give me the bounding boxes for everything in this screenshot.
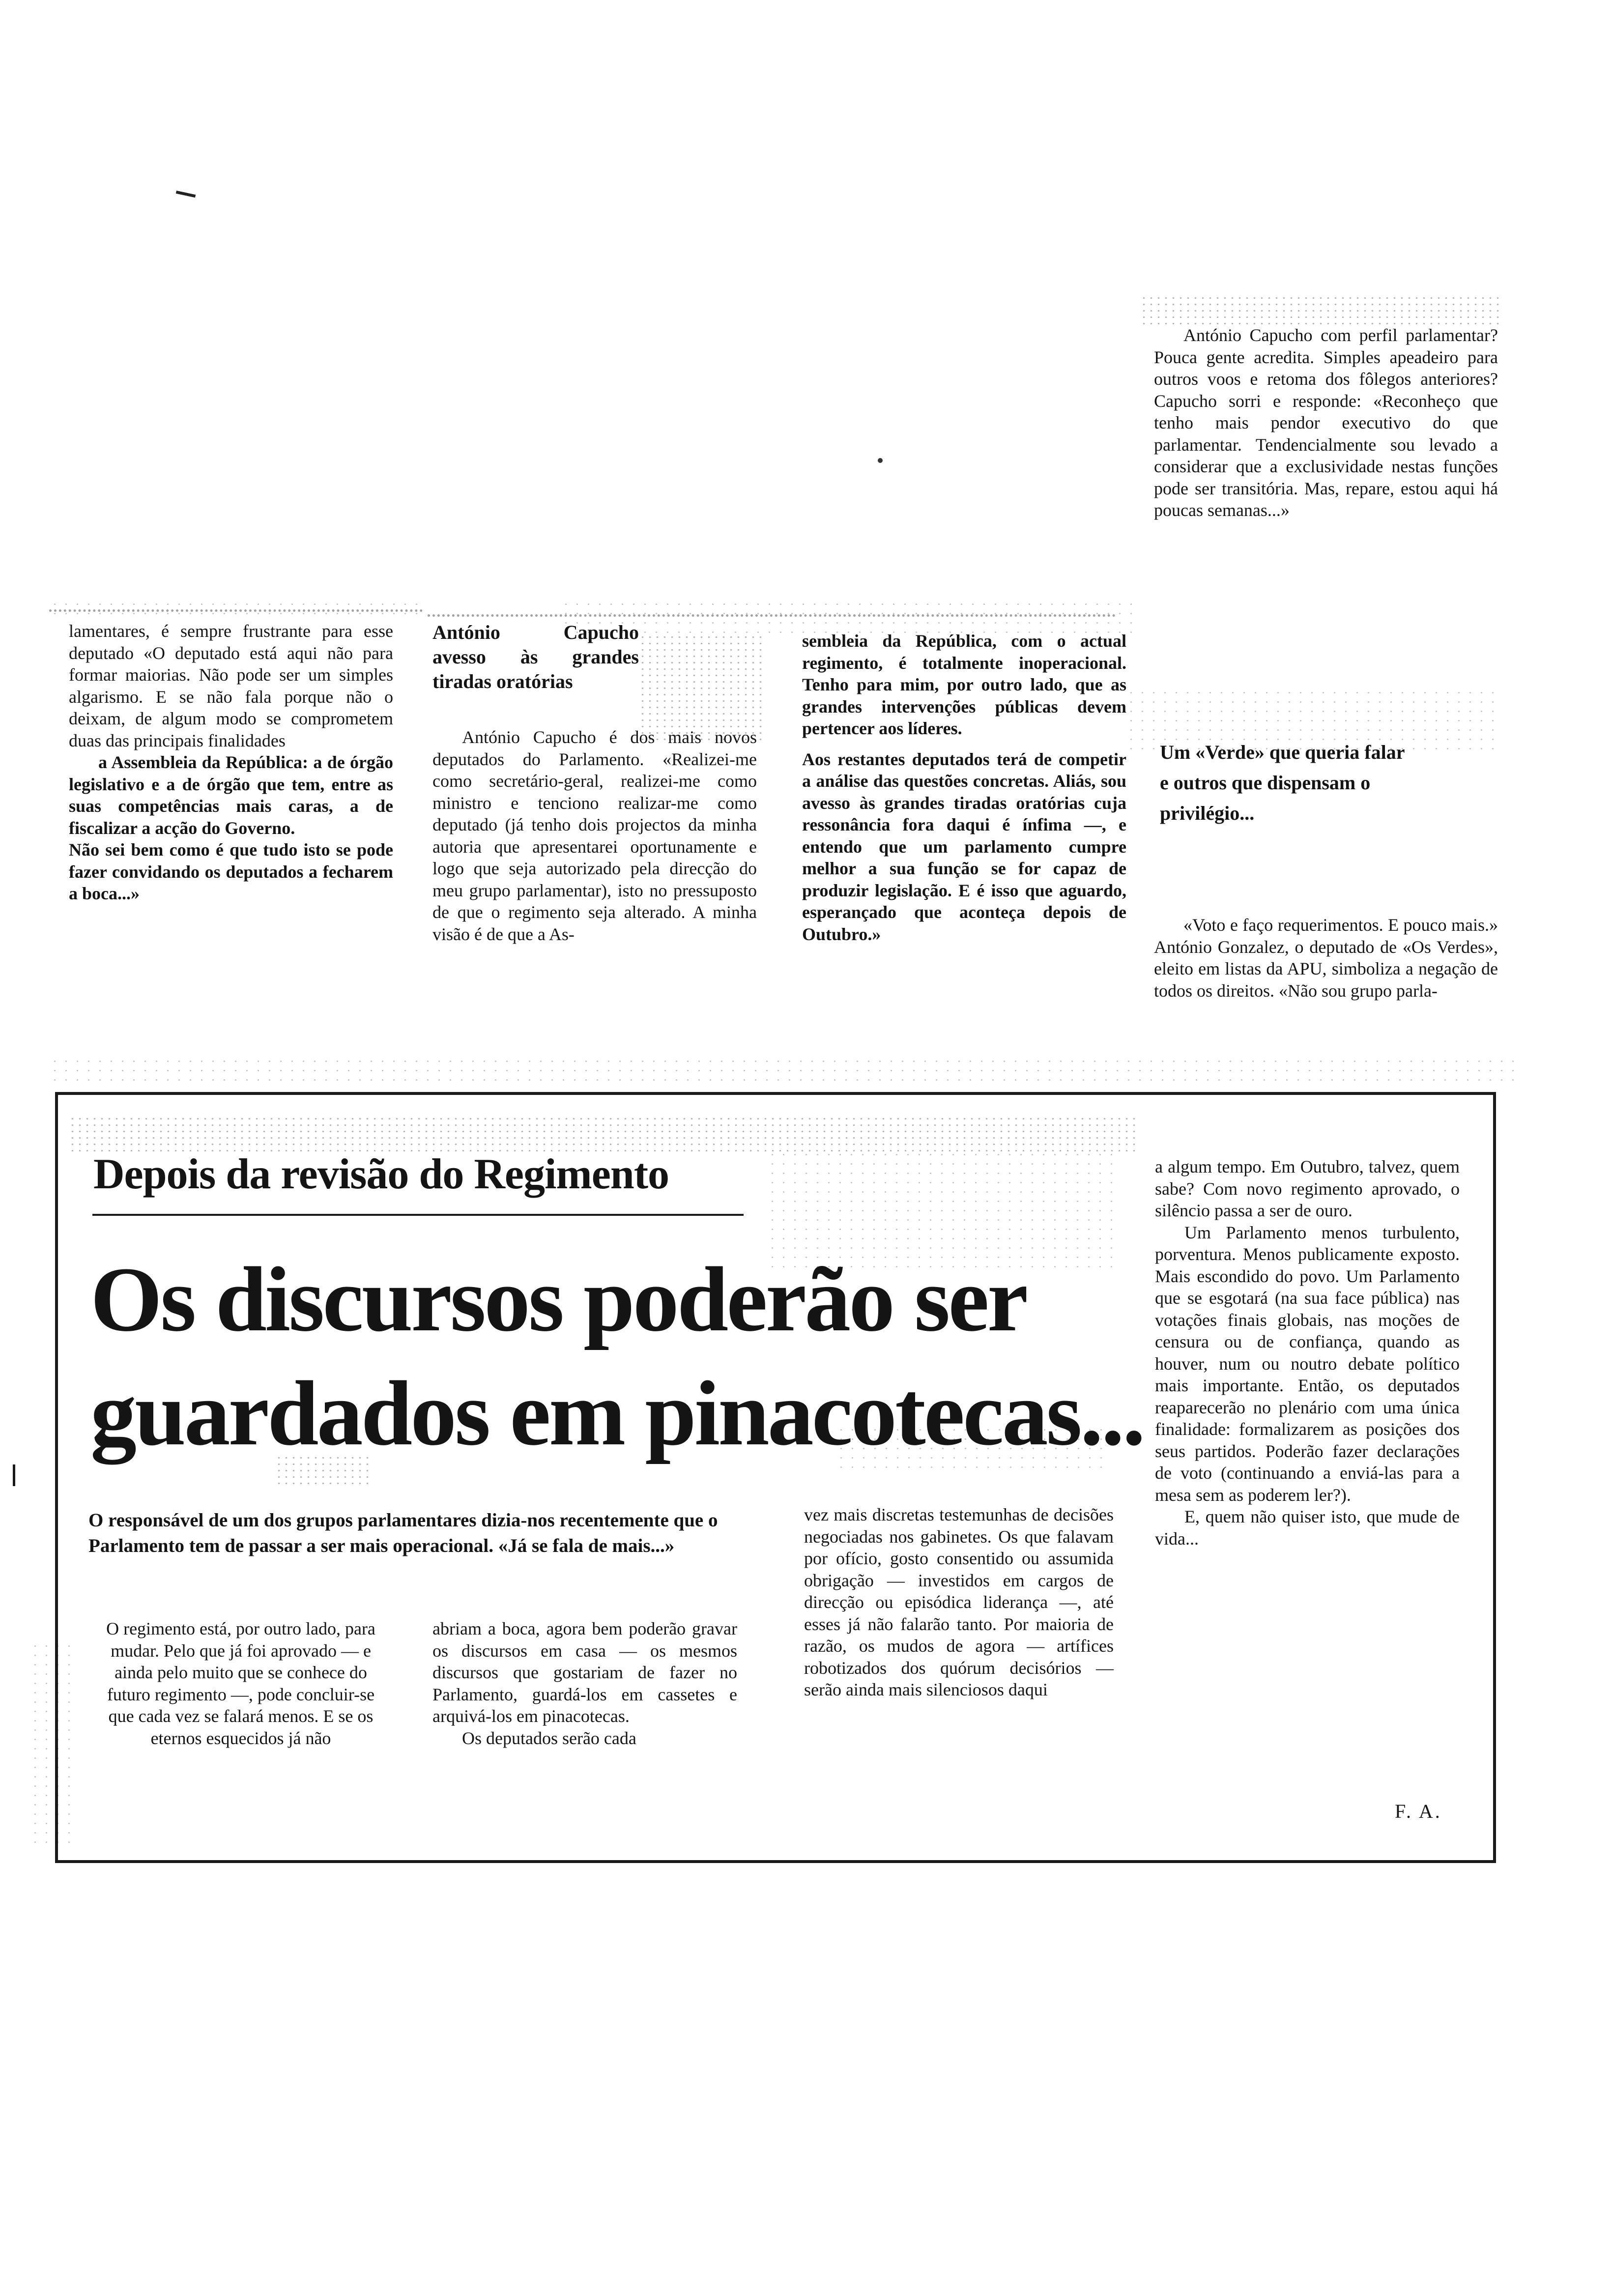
upper-col2-paragraph: António Capucho é dos mais novos deputados do Parlamento. «Realizei-me como secretário-geral, realizei-me como ministro e tenciono realizar-me como deputado (já tenho dois projectos da minha autoria que apresentarei oportunamente e logo que seja autorizado pela direcção do meu grupo parlamentar), isto no pressuposto de que o regimento seja alterado. A minha visão é de que a As- <box>432 727 757 944</box>
margin-mark <box>13 1464 15 1486</box>
upper-col4-paragraph: António Capucho com perfil parlamentar? Pouca gente acredita. Simples apeadeiro para outros voos e retoma dos fôlegos anteriores? Capucho sorri e responde: «Reconheço que tenho mais pendor executivo do que parlamentar. Tendencialmente sou levado a considerar que a exclusividade nestas funções pode ser transitória. Mas, repare, estou aqui há poucas semanas...» <box>1154 325 1498 520</box>
main-col2-paragraph: abriam a boca, agora bem poderão gravar os discursos em casa — os mesmos discursos que gostariam de fazer no Parlamento, guardá-los em cassetes e arquivá-los em pinacotecas. <box>432 1619 737 1726</box>
box-border-right <box>1493 1092 1496 1863</box>
scan-noise <box>29 1641 79 1848</box>
lead-paragraph: O responsável de um dos grupos parlamentares dizia-nos recentemente que o Parlamento tem de passar a ser mais operacional. «Já se fala de mais...» <box>88 1510 718 1556</box>
main-col4-paragraph: a algum tempo. Em Outubro, talvez, quem sabe? Com novo regimento aprovado, o silêncio passa a ser de ouro. <box>1155 1157 1460 1220</box>
main-col1-paragraph: O regimento está, por outro lado, para mudar. Pelo que já foi aprovado — e ainda pelo muito que se conhece do futuro regimento —, pode concluir-se que cada vez se falará menos. E se os eternos esquecidos já não <box>106 1619 375 1748</box>
stray-mark <box>176 191 196 198</box>
headline-line-2: guardados em pinacotecas... <box>90 1362 1144 1464</box>
kicker: Depois da revisão do Regimento <box>93 1150 669 1198</box>
upper-col3-paragraph: sembleia da República, com o actual regimento, é totalmente inoperacional. Tenho para mim, por outro lado, que as grandes intervenções públicas devem pertencer aos líderes. <box>802 631 1126 738</box>
main-column-3 <box>804 1504 1114 1701</box>
upper-col4-paragraph: «Voto e faço requerimentos. E pouco mais.» António Gonzalez, o deputado de «Os Verdes», eleito em listas da APU, simboliza a negação de todos os direitos. «Não sou grupo parla- <box>1154 915 1498 1001</box>
upper-column-4-top <box>1154 324 1498 521</box>
column-separator <box>49 609 423 612</box>
scan-noise <box>69 1116 1140 1155</box>
main-column-2 <box>432 1618 737 1749</box>
upper-column-2 <box>432 620 757 945</box>
box-border-bottom <box>55 1860 1496 1863</box>
upper-column-4-bottom <box>1154 914 1498 1002</box>
main-col4-paragraph: Um Parlamento menos turbulento, porventura. Menos publicamente exposto. Mais escondido do povo. Um Parlamento que se esgotará (na sua face pública) nas votações finais globais, nas moções de censura ou de confiança, quando as houver, num ou noutro debate político mais importante. Então, os deputados reaparecerão no plenário com uma única finalidade: formalizarem as posições dos seus partidos. Poderão fazer declarações de voto (continuando a enviá-las para a mesa sem as poderem ler?). <box>1155 1222 1460 1505</box>
upper-col1-paragraph: a Assembleia da República: a de órgão legislativo e a de órgão que tem, entre as suas competências mais caras, a de fiscalizar a acção do Governo. <box>69 752 393 838</box>
headline-line-1: Os discursos poderão ser <box>90 1248 1027 1350</box>
upper-col4-subhead: Um «Verde» que queria falar e outros que dispensam o privilégio... <box>1160 741 1405 824</box>
scan-noise <box>49 1057 1524 1081</box>
upper-col2-subhead: António Capucho avesso às grandes tiradas oratórias <box>432 621 639 692</box>
box-border-top <box>55 1092 1496 1095</box>
kicker-underline <box>92 1214 744 1216</box>
upper-col1-paragraph: lamentares, é sempre frustrante para esse deputado «O deputado está aqui não para formar maiorias. Não pode ser um simples algarismo. E se não fala porque não o deixam, de algum modo se comprometem duas das principais finalidades <box>69 621 393 750</box>
upper-col3-paragraph: Aos restantes deputados terá de competir a análise das questões concretas. Aliás, sou avesso às grandes tiradas oratórias cuja ressonância fora daqui é ínfima —, e entendo que um parlamento cumpre melhor a sua função se for capaz de produzir legislação. E é isso que aguardo, esperançado que aconteça depois de Outubro.» <box>802 749 1126 944</box>
column-separator <box>428 614 1116 617</box>
upper-column-3 <box>802 630 1126 945</box>
stray-dot <box>878 458 883 463</box>
main-col2-paragraph: Os deputados serão cada <box>462 1728 636 1748</box>
box-border-left <box>55 1092 58 1863</box>
main-col4-paragraph: E, quem não quiser isto, que mude de vida... <box>1155 1507 1460 1549</box>
upper-col1-paragraph: Não sei bem como é que tudo isto se pode fazer convidando os deputados a fecharem a boca...» <box>69 840 393 903</box>
upper-column-1 <box>69 620 393 905</box>
author-signature: F. A. <box>1395 1800 1442 1822</box>
main-column-1 <box>93 1618 388 1749</box>
main-col3-paragraph: vez mais discretas testemunhas de decisões negociadas nos gabinetes. Os que falavam por ofício, gosto consentido ou assumida obrigação — investidos em cargos de direcção ou episódica liderança —, até esses já não falarão tanto. Por maioria de razão, os mudos de agora — artífices robotizados dos quórum decisórios — serão ainda mais silenciosos daqui <box>804 1505 1114 1699</box>
main-column-4 <box>1155 1156 1460 1550</box>
